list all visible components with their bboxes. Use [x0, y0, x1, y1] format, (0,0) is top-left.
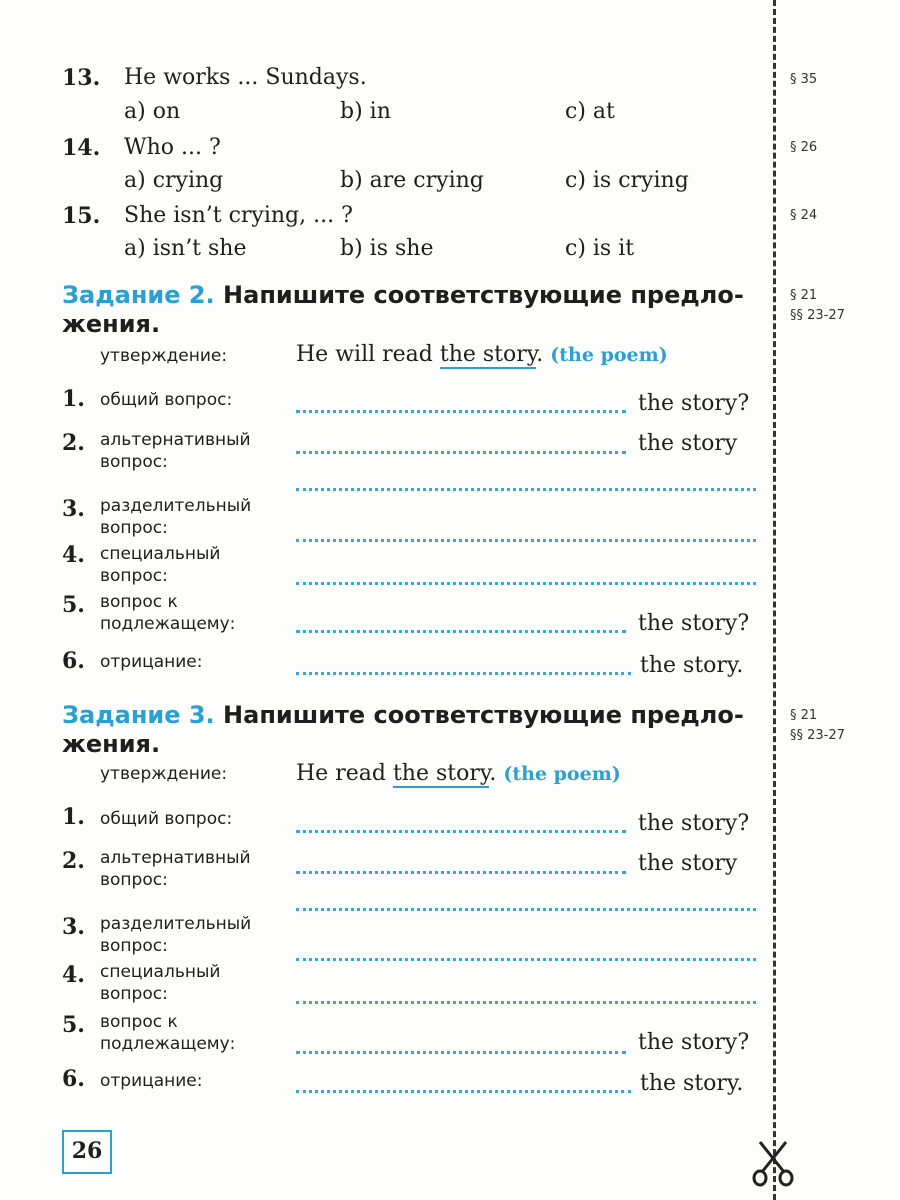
- item-label: вопрос:: [100, 518, 168, 538]
- answer-line[interactable]: [296, 410, 626, 413]
- option-a[interactable]: a) on: [124, 99, 181, 124]
- item-label: вопрос к: [100, 592, 178, 612]
- item-number: 4.: [62, 962, 85, 988]
- item-number: 3.: [62, 496, 85, 522]
- paragraph-ref: § 35: [790, 72, 818, 87]
- alternative-hint: (the poem): [503, 763, 621, 785]
- task-label: Задание 2.: [62, 281, 215, 309]
- item-number: 2.: [62, 430, 85, 456]
- option-b[interactable]: b) is she: [340, 236, 434, 261]
- task-title: [62, 281, 744, 309]
- item-tail: the story?: [638, 611, 750, 636]
- answer-line[interactable]: [296, 908, 756, 911]
- option-c[interactable]: c) at: [565, 99, 615, 124]
- item-number: 4.: [62, 542, 85, 568]
- item-label: общий вопрос:: [100, 809, 233, 829]
- answer-line[interactable]: [296, 451, 626, 454]
- task-instruction-cont: жения.: [62, 730, 161, 758]
- page-number: 26: [71, 1138, 103, 1164]
- answer-line[interactable]: [296, 1051, 626, 1054]
- item-tail: the story: [638, 431, 738, 456]
- affirmative-sentence: [296, 342, 668, 367]
- item-label: альтернативный: [100, 430, 251, 450]
- item-number: 3.: [62, 914, 85, 940]
- answer-line[interactable]: [296, 672, 631, 675]
- item-label: разделительный: [100, 496, 252, 516]
- task-instruction: Напишите соответствующие предло-: [223, 281, 744, 309]
- paragraph-ref: §§ 23-27: [790, 728, 845, 743]
- option-c[interactable]: c) is crying: [565, 168, 689, 193]
- dashed-cut-line: [773, 0, 776, 1200]
- answer-line[interactable]: [296, 871, 626, 874]
- affirmative-label: утверждение:: [100, 346, 228, 366]
- affirm-text: He will read: [296, 342, 440, 367]
- paragraph-ref: § 26: [790, 140, 818, 155]
- affirm-dot: .: [489, 761, 497, 786]
- item-label: вопрос:: [100, 936, 168, 956]
- item-label: отрицание:: [100, 1071, 203, 1091]
- affirm-underlined: the story: [439, 342, 537, 367]
- question-number: 13.: [62, 65, 101, 91]
- item-label: вопрос:: [100, 870, 168, 890]
- item-tail: the story.: [640, 653, 744, 678]
- task-title: [62, 701, 744, 729]
- item-tail: the story?: [638, 391, 750, 416]
- answer-line[interactable]: [296, 830, 626, 833]
- task-instruction: Напишите соответствующие предло-: [223, 701, 744, 729]
- item-label: вопрос:: [100, 452, 168, 472]
- item-number: 1.: [62, 386, 85, 412]
- option-b[interactable]: b) in: [340, 99, 391, 124]
- option-c[interactable]: c) is it: [565, 236, 635, 261]
- paragraph-ref: §§ 23-27: [790, 308, 845, 323]
- item-label: вопрос:: [100, 984, 168, 1004]
- item-number: 6.: [62, 1066, 85, 1092]
- question-text: Who ... ?: [124, 135, 221, 160]
- item-label: специальный: [100, 962, 221, 982]
- option-a[interactable]: a) isn’t she: [124, 236, 247, 261]
- question-number: 15.: [62, 203, 101, 229]
- item-tail: the story?: [638, 1030, 750, 1055]
- affirm-text: He read: [296, 761, 393, 786]
- answer-line[interactable]: [296, 630, 626, 633]
- item-label: подлежащему:: [100, 1034, 236, 1054]
- item-number: 6.: [62, 648, 85, 674]
- scissors-icon: [748, 1138, 798, 1188]
- item-label: специальный: [100, 544, 221, 564]
- item-label: вопрос:: [100, 566, 168, 586]
- task-instruction-cont: жения.: [62, 310, 161, 338]
- item-label: вопрос к: [100, 1012, 178, 1032]
- paragraph-ref: § 21: [790, 708, 818, 723]
- affirm-dot: .: [536, 342, 544, 367]
- answer-line[interactable]: [296, 488, 756, 491]
- answer-line[interactable]: [296, 1090, 631, 1093]
- item-label: подлежащему:: [100, 614, 236, 634]
- item-number: 2.: [62, 848, 85, 874]
- item-tail: the story.: [640, 1071, 744, 1096]
- item-tail: the story?: [638, 811, 750, 836]
- item-label: альтернативный: [100, 848, 251, 868]
- affirm-underlined: the story: [392, 761, 490, 786]
- option-b[interactable]: b) are crying: [340, 168, 484, 193]
- answer-line[interactable]: [296, 958, 756, 961]
- item-number: 5.: [62, 592, 85, 618]
- item-number: 1.: [62, 804, 85, 830]
- affirmative-sentence: [296, 761, 621, 786]
- item-label: отрицание:: [100, 652, 203, 672]
- paragraph-ref: § 21: [790, 288, 818, 303]
- answer-line[interactable]: [296, 582, 756, 585]
- item-label: общий вопрос:: [100, 390, 233, 410]
- item-number: 5.: [62, 1012, 85, 1038]
- item-label: разделительный: [100, 914, 252, 934]
- answer-line[interactable]: [296, 539, 756, 542]
- question-text: She isn’t crying, ... ?: [124, 203, 353, 228]
- alternative-hint: (the poem): [550, 344, 668, 366]
- answer-line[interactable]: [296, 1001, 756, 1004]
- affirmative-label: утверждение:: [100, 764, 228, 784]
- question-text: He works ... Sundays.: [124, 65, 367, 90]
- paragraph-ref: § 24: [790, 208, 818, 223]
- question-number: 14.: [62, 135, 101, 161]
- item-tail: the story: [638, 851, 738, 876]
- task-label: Задание 3.: [62, 701, 215, 729]
- option-a[interactable]: a) crying: [124, 168, 224, 193]
